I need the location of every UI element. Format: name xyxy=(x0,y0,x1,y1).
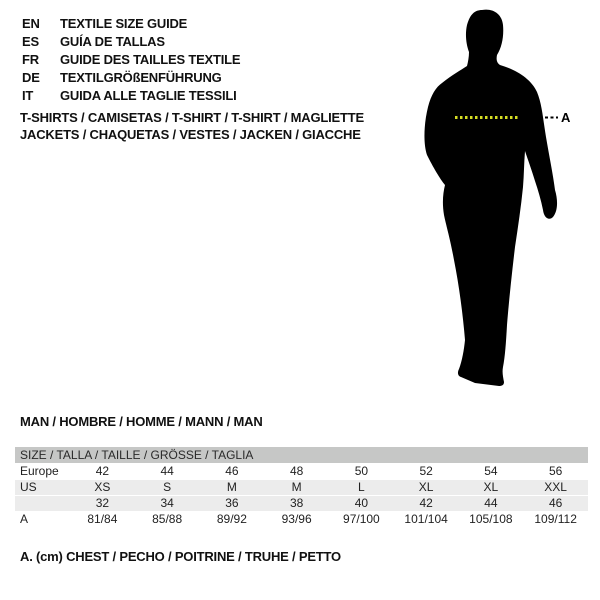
row-label: Europe xyxy=(20,464,59,478)
table-cell: 42 xyxy=(419,496,433,510)
table-cell: 81/84 xyxy=(87,512,118,526)
language-row xyxy=(22,15,240,33)
language-row xyxy=(22,69,240,87)
table-cell: 56 xyxy=(548,464,563,478)
category-tshirts: T-SHIRTS / CAMISETAS / T-SHIRT / T-SHIRT / MAGLIETTE xyxy=(20,110,364,125)
language-code: FR xyxy=(22,52,39,67)
table-row-us xyxy=(15,479,588,495)
table-cell: 44 xyxy=(160,464,174,478)
table-cell: XL xyxy=(418,480,434,494)
table-cell: 50 xyxy=(354,464,369,478)
category-jackets: JACKETS / CHAQUETAS / VESTES / JACKEN / GIACCHE xyxy=(20,126,361,142)
table-cell: 48 xyxy=(289,464,304,478)
table-cell: 34 xyxy=(160,496,174,510)
language-label: GUIDE DES TAILLES TEXTILE xyxy=(60,52,241,67)
table-cell: 54 xyxy=(484,464,498,478)
table-cell: 101/104 xyxy=(404,512,448,526)
language-code: IT xyxy=(22,88,34,103)
measure-label-a: A xyxy=(561,110,571,125)
table-cell: 97/100 xyxy=(343,512,380,526)
table-cell: XXL xyxy=(544,480,567,494)
table-row-numeric xyxy=(15,495,588,511)
table-cell: 32 xyxy=(95,496,110,510)
table-cell: 46 xyxy=(225,464,239,478)
table-cell: 40 xyxy=(354,496,369,510)
table-cell: 52 xyxy=(419,464,433,478)
measurement-footnote: A. (cm) CHEST / PECHO / POITRINE / TRUHE / PETTO xyxy=(20,549,341,564)
table-cell: 93/96 xyxy=(281,512,312,526)
table-cell: XL xyxy=(483,480,499,494)
table-cell: 109/112 xyxy=(534,512,577,526)
row-label: A xyxy=(20,512,29,526)
table-cell: 44 xyxy=(484,496,498,510)
language-list xyxy=(22,15,240,105)
size-table xyxy=(15,447,588,527)
language-label: TEXTILE SIZE GUIDE xyxy=(60,16,188,31)
table-cell: 85/88 xyxy=(152,512,183,526)
language-code: DE xyxy=(22,70,40,85)
language-row xyxy=(22,51,240,69)
language-code: ES xyxy=(22,34,39,49)
language-label: TEXTILGRÖßENFÜHRUNG xyxy=(60,70,222,85)
table-cell: 42 xyxy=(95,464,110,478)
row-label xyxy=(15,496,70,511)
table-cell: L xyxy=(358,480,365,494)
section-title: MAN / HOMBRE / HOMME / MANN / MAN xyxy=(20,414,263,429)
table-cell: XS xyxy=(94,480,111,494)
category-list xyxy=(20,110,364,143)
language-row xyxy=(22,33,240,51)
table-cell: 38 xyxy=(289,496,304,510)
table-header: SIZE / TALLA / TAILLE / GRÖSSE / TAGLIA xyxy=(15,447,588,463)
language-code: EN xyxy=(22,16,40,31)
row-label: US xyxy=(20,480,37,494)
table-cell: 36 xyxy=(225,496,239,510)
table-cell: 105/108 xyxy=(469,512,513,526)
language-label: GUIDA ALLE TAGLIE TESSILI xyxy=(60,88,237,103)
language-row xyxy=(22,87,240,105)
man-silhouette-shape xyxy=(424,10,557,386)
table-cell: S xyxy=(163,480,172,494)
table-cell: M xyxy=(226,480,237,494)
man-silhouette-figure xyxy=(405,5,580,405)
table-cell: 46 xyxy=(548,496,563,510)
table-row-europe xyxy=(15,463,588,479)
language-label: GUÍA DE TALLAS xyxy=(60,34,165,49)
table-cell: 89/92 xyxy=(216,512,247,526)
table-cell: M xyxy=(291,480,302,494)
table-row-chest-a xyxy=(15,511,588,527)
